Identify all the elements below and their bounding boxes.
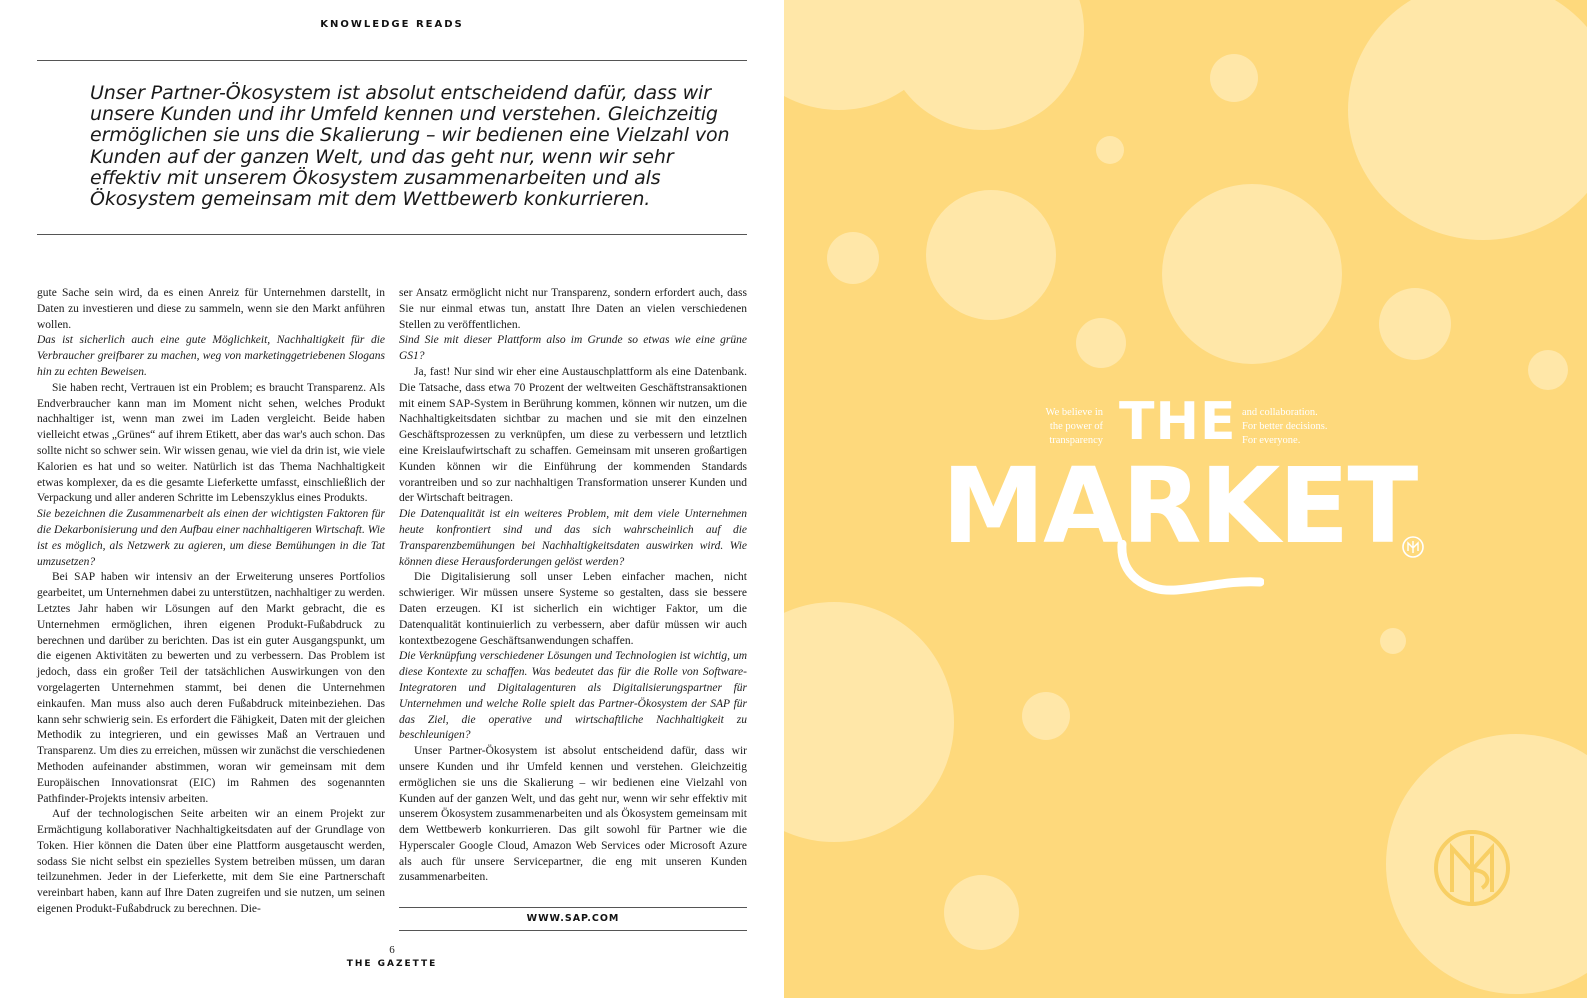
text-column-left (37, 286, 385, 918)
body-paragraph: Auf der technologischen Seite arbeiten wir an einem Projekt zur Ermächtigung kollaborativer Nachhaltigkeitsdaten auf der Grundlage von Token. Hier können die Daten über eine Plattform ausgetauscht werden, sodass Sie nicht selbst ein spezielles System betreiben müssen, um daran teilzunehmen. Jeder in der Lieferkette, mit dem Sie eine Partnerschaft vereinbart haben, kann auf Ihre Daten zugreifen und sie nutzen, um seinen eigenen Produkt-Fußabdruck zu berechnen. Die- (37, 808, 385, 916)
tm-monogram-icon (1432, 818, 1512, 918)
text-column-right (399, 286, 747, 886)
body-paragraph: Ja, fast! Nur sind wir eher eine Austauschplattform als eine Datenbank. Die Tatsache, dass etwa 70 Prozent der weltweiten Geschäftstransaktionen mit einem SAP-System in Berührung kommen, können wir nutzen, um die Nachhaltigkeitsdaten sichtbar zu machen und sie mit den einzelnen Geschäftsprozessen zu verknüpfen, um diese zu verbessern und letztlich eine Kreislaufwirtschaft zu schaffen. Gemeinsam mit unseren großartigen Kunden können wir die Einführung der kommenden Standards vorantreiben und so zur nachhaltigen Transformation unserer Kunden und der Wirtschaft beitragen. (399, 365, 747, 505)
decorative-circle (884, 0, 1084, 130)
decorative-circle (1210, 54, 1258, 102)
tagline-line: the power of (1049, 421, 1103, 432)
body-paragraph: Unser Partner-Ökosystem ist absolut entscheidend dafür, dass wir unsere Kunden und ihr Umfeld kennen und verstehen. Gleichzeitig ermöglichen sie uns die Skalierung – wir bedienen eine Vielzahl von Kunden auf der ganzen Welt, und das geht nur, wenn wir sehr effektiv mit unserem Ökosystem zusammenarbeiten und als Ökosystem gemeinsam mit dem Wettbewerb konkurrieren. Das gilt sowohl für Partner wie die Hyperscaler Google Cloud, Amazon Web Services oder Microsoft Azure als auch für unsere Servicepartner, die eng mit unseren Kunden zusammenarbeiten. (399, 745, 747, 884)
website-link[interactable]: WWW.SAP.COM (526, 913, 620, 924)
tagline-line: and collaboration. (1242, 407, 1318, 418)
decorative-circle (1380, 628, 1406, 654)
interview-question: Sie bezeichnen die Zusammenarbeit als einen der wichtigsten Faktoren für die Dekarbonisierung und den Aufbau einer nachhaltigeren Wirtschaft. Wie ist es möglich, als Netzwerk zu agieren, um diese Bemühungen in die Tat umzusetzen? (37, 508, 385, 568)
decorative-circle (827, 232, 879, 284)
page-number: 6 (389, 944, 395, 956)
interview-question: Die Datenqualität ist ein weiteres Problem, mit dem viele Unternehmen heute konfrontiert sind und das sich wahrscheinlich auf die Transparenzbemühungen bei Nachhaltigkeitsdaten auswirken wird. Wie können diese Herausforderungen gelöst werden? (399, 508, 747, 568)
tagline-line: We believe in (1045, 407, 1103, 418)
tagline-right (1242, 406, 1362, 448)
decorative-circle (1379, 288, 1451, 360)
interview-question: Sind Sie mit dieser Plattform also im Grunde so etwas wie eine grüne GS1? (399, 334, 747, 363)
decorative-circle (1528, 350, 1568, 390)
tagline-line: transparency (1049, 435, 1103, 446)
body-paragraph: Die Digitalisierung soll unser Leben einfacher machen, nicht schwieriger. Wir müssen unsere Systeme so gestalten, dass sie bessere Daten erzeugen. KI ist sicherlich ein wichtiger Faktor, um die Datenqualität kontinuierlich zu verbessern, aber dafür müssen wir auch kontextbezogene Geschäftsanwendungen schaffen. (399, 571, 747, 647)
section-label: KNOWLEDGE READS (320, 19, 464, 30)
tm-monogram-icon (1401, 535, 1425, 559)
pull-quote-bottom-rule (37, 234, 747, 235)
body-paragraph: Sie haben recht, Vertrauen ist ein Problem; es braucht Transparenz. Als Endverbraucher kann man im Moment nicht sehen, welches Produkt nachhaltiger ist, wenn man zwei im Laden vergleicht. Beide haben vielleicht etwas „Grünes“ auf ihrem Etikett, aber das war's auch schon. Das sollte nicht so schwer sein. Wir wissen genau, wie viel da drin ist, wie viele Kalorien es hat und so weiter. Natürlich ist das Thema Nachhaltigkeit etwas komplexer, da es die gesamte Lieferkette umfasst, einschließlich der Verpackung und aller anderen Schritte im Lebenszyklus eines Produkts. (37, 381, 385, 505)
top-rule (37, 60, 747, 61)
tagline-line: For everyone. (1242, 435, 1301, 446)
decorative-circle (784, 602, 954, 842)
tagline-left (1019, 406, 1103, 448)
url-box (399, 907, 747, 931)
body-paragraph: Bei SAP haben wir intensiv an der Erweiterung unseres Portfolios gearbeitet, um Unternehmen dabei zu unterstützen, nachhaltiger zu werden. Letztes Jahr haben wir Lösungen auf den Markt gebracht, die es Unternehmen ermöglichen, ihren eigenen Produkt-Fußabdruck zu berechnen und darüber zu berichten. Das ist ein guter Ausgangspunkt, um die eigenen Aktivitäten zu bewerten und zu verbessern. Das Problem ist jedoch, dass ein großer Teil der tatsächlichen Auswirkungen von den vorgelagerten Unternehmen stammt, bei denen die Unternehmen einkaufen. Man muss also auch deren Fußabdruck miteinbeziehen. Das kann sehr schwierig sein. Es erfordert die Fähigkeit, Daten mit der gleichen Methodik zu integrieren, und ein gewisses Maß an Vertrauen und Transparenz. Um dies zu erreichen, müssen wir zunächst die verschiedenen Methoden aufeinander abstimmen, woran wir gemeinsam mit dem Europäischen Innovationsrat (EIC) im Rahmen des sogenannten Pathfinder-Projekts intensiv arbeiten. (37, 571, 385, 805)
logo-the: THE (1119, 392, 1237, 452)
pull-quote: Unser Partner-Ökosystem ist absolut entscheidend dafür, dass wir unsere Kunden und ihr Umfeld kennen und verstehen. Gleichzeitig ermöglichen sie uns die Skalierung – wir bedienen eine Vielzahl von Kunden auf der ganzen Welt, und das geht nur, wenn wir sehr effektiv mit unserem Ökosystem zusammenarbeiten und als Ökosystem gemeinsam mit dem Wettbewerb konkurrieren. (90, 82, 730, 211)
decorative-circle (1076, 318, 1126, 368)
left-page (0, 0, 784, 998)
interview-question: Das ist sicherlich auch eine gute Möglichkeit, Nachhaltigkeit für die Verbraucher greifbarer zu machen, weg von marketinggetriebenen Slogans hin zu echten Beweisen. (37, 334, 385, 378)
body-paragraph: ser Ansatz ermöglicht nicht nur Transparenz, sondern erfordert auch, dass Sie nur einmal etwas tun, anstatt Ihre Daten an vielen verschiedenen Stellen zu veröffentlichen. (399, 287, 747, 331)
interview-question: Die Verknüpfung verschiedener Lösungen und Technologien ist wichtig, um diese Kontexte zu schaffen. Was bedeutet das für die Rolle von Software-Integratoren und Digitalagenturen als Digitalisierungspartner für Unternehmen und welche Rolle spielt das Partner-Ökosystem der SAP für das Ziel, die operative und wirtschaftliche Nachhaltigkeit zu beschleunigen? (399, 650, 747, 742)
decorative-circle (926, 190, 1056, 320)
decorative-circle (1096, 136, 1124, 164)
decorative-circle (1022, 692, 1070, 740)
logo-market: MARKET (941, 445, 1417, 567)
decorative-circle (1348, 0, 1587, 240)
logo-swash (1114, 540, 1264, 600)
decorative-circle (1162, 184, 1342, 364)
tagline-line: For better decisions. (1242, 421, 1328, 432)
decorative-circle (944, 875, 1019, 950)
body-paragraph: gute Sache sein wird, da es einen Anreiz für Unternehmen darstellt, in Daten zu investieren und diese zu sammeln, wenn sie den Markt anführen wollen. (37, 287, 385, 331)
right-page (784, 0, 1587, 998)
footer-title: THE GAZETTE (346, 959, 438, 969)
